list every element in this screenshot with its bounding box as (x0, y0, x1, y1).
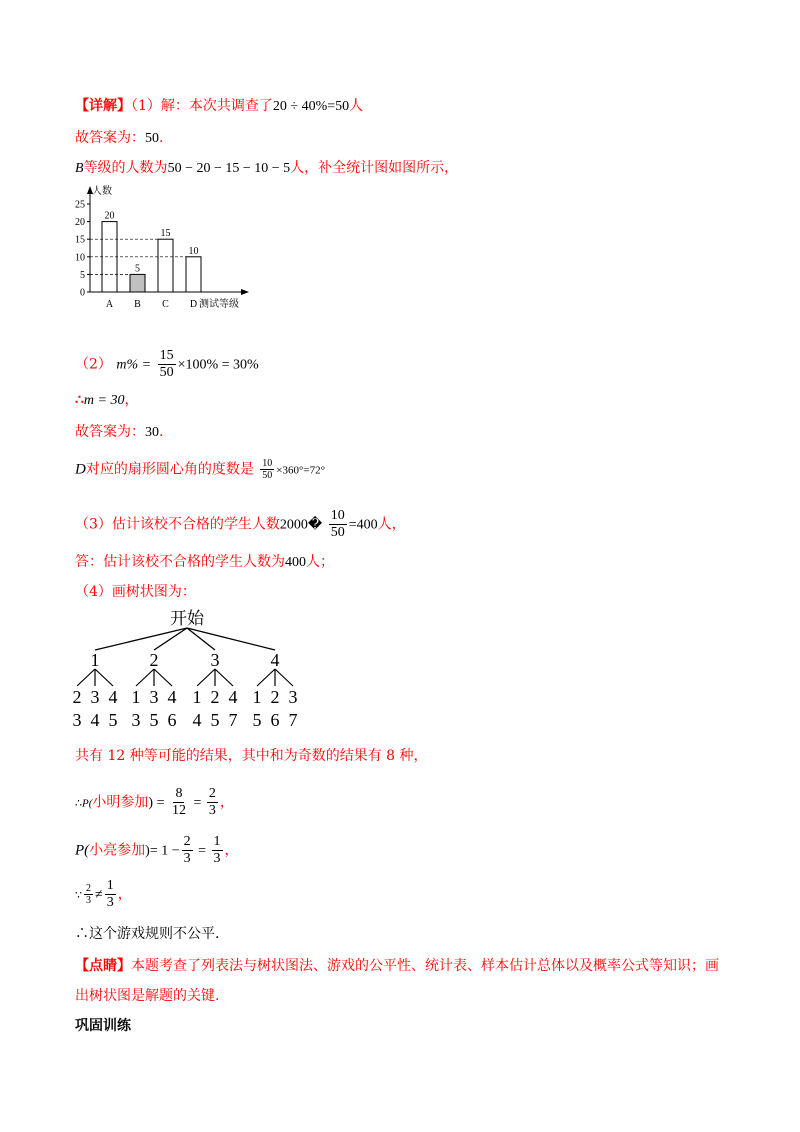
tree-node-3: 3 (210, 650, 220, 670)
y-tick-label: 0 (80, 287, 85, 299)
data-label-B: 5 (135, 263, 140, 275)
p-open: P( (75, 842, 90, 859)
frac-num: 1 (213, 834, 221, 849)
frac-num: 15 (159, 348, 174, 363)
data-label-A: 20 (104, 210, 115, 222)
bar-D (186, 257, 201, 292)
x-tick-label-A: A (105, 299, 114, 310)
var-b: B (75, 161, 84, 176)
frac-den: 3 (183, 851, 191, 866)
conclusion-text: ∴这个游戏规则不公平. (75, 926, 220, 942)
xiaoming-name: 小明参加 (92, 794, 149, 811)
angle-rhs: ×360°=72° (276, 464, 326, 477)
m-percent-lhs: m% = (116, 357, 152, 373)
x-tick-label-C: C (162, 299, 169, 310)
var-d: D (75, 461, 86, 478)
grade-b-tail: 人，补全统计图如图所示， (290, 160, 459, 176)
tree-branch-child (95, 669, 113, 686)
fraction-15-50 (158, 348, 176, 381)
tree-sum-1-2: 3 (72, 710, 82, 730)
answer-label: 故答案为： (75, 424, 145, 440)
answer-value: 400 (285, 555, 306, 570)
tree-child-2-3: 3 (149, 687, 159, 707)
fraction-8-12 (170, 786, 188, 819)
tree-child-3-1: 1 (192, 687, 202, 707)
frac-num: 10 (330, 508, 345, 523)
x-axis-label: 测试等级 (199, 299, 239, 310)
remark-text: 本题考查了列表法与树状图法、游戏的公平性、统计表、样本估计总体以及概率公式等知识；画 (131, 958, 719, 974)
y-tick-label: 25 (75, 199, 85, 211)
y-tick-label: 20 (75, 217, 85, 229)
tree-branch-child (77, 669, 95, 686)
line-compare (75, 878, 132, 911)
tree-sum-3-1: 4 (192, 710, 202, 730)
tree-branch-root (95, 628, 187, 650)
remark-text-2: 出树状图是解题的关键. (75, 988, 220, 1004)
grade-b-expression: 50 − 20 − 15 − 10 − 5 (167, 161, 291, 176)
frac-num: 10 (262, 458, 273, 469)
tree-child-3-2: 2 (210, 687, 220, 707)
fraction-1-3 (105, 878, 116, 911)
tree-child-2-4: 4 (167, 687, 177, 707)
tree-child-1-3: 3 (90, 687, 100, 707)
angle-text: 对应的扇形圆心角的度数是 (85, 461, 254, 478)
tree-child-4-2: 2 (270, 687, 280, 707)
compare-tail: ， (117, 886, 132, 903)
therefore-symbol: ∴ (75, 797, 82, 810)
xiaoliang-name: 小亮参加 (89, 842, 146, 859)
line-remark-2 (75, 986, 219, 1006)
outcomes-text: 共有 12 种等可能的结果，其中和为奇数的结果有 8 种， (75, 748, 428, 764)
unit-text: 人 (349, 98, 364, 114)
fraction-10-50 (260, 458, 274, 481)
tree-sum-4-2: 6 (270, 710, 280, 730)
line-section-title (75, 1016, 131, 1036)
line-estimate (75, 508, 406, 541)
therefore-symbol: ∴ (75, 392, 84, 408)
bar-A (102, 222, 117, 292)
tree-child-4-1: 1 (252, 687, 262, 707)
line-angle-d (75, 458, 325, 481)
tree-sum-4-1: 5 (252, 710, 262, 730)
tree-child-4-3: 3 (288, 687, 298, 707)
line-conclusion (75, 924, 219, 944)
tree-sum-2-4: 6 (167, 710, 177, 730)
bar-chart (72, 182, 272, 314)
tree-branch-child (275, 669, 293, 686)
m-percent-rhs: ×100% = 30% (177, 357, 259, 373)
tree-sum-1-3: 4 (90, 710, 100, 730)
bar-B (130, 274, 145, 292)
y-axis-label: 人数 (92, 186, 112, 197)
line-answer-1 (75, 96, 363, 117)
section-title: 巩固训练 (75, 1018, 131, 1034)
p-close: ) (148, 795, 154, 811)
tree-sum-2-1: 3 (131, 710, 141, 730)
data-label-D: 10 (188, 245, 199, 257)
tree-branch-child (257, 669, 275, 686)
answer-tail: . (159, 130, 164, 146)
tree-child-1-2: 2 (72, 687, 82, 707)
x-tick-label-D: D (189, 299, 198, 310)
tree-sum-1-4: 5 (108, 710, 118, 730)
fraction-1-3 (212, 834, 223, 867)
frac-den: 3 (213, 851, 221, 866)
grade-b-text: 等级的人数为 (83, 160, 168, 176)
p-tail: ， (224, 842, 239, 859)
frac-den: 50 (262, 470, 273, 481)
tree-sum-4-3: 7 (288, 710, 298, 730)
fraction-2-3 (182, 834, 193, 867)
tree-sum-3-2: 5 (210, 710, 220, 730)
tree-diagram (70, 604, 310, 732)
x-axis-arrow (241, 289, 249, 295)
tree-node-1: 1 (90, 650, 100, 670)
tree-branch-child (136, 669, 154, 686)
tree-branch-child (215, 669, 233, 686)
frac-num: 2 (208, 786, 216, 801)
y-tick-label: 5 (80, 269, 85, 281)
tree-node-2: 2 (149, 650, 159, 670)
tree-child-2-1: 1 (131, 687, 141, 707)
line-p-xiaoming: ∴P(小明参加) = $\frac{8}{12}$ = $\frac{2}{3}$ ， (75, 786, 234, 818)
tree-sum-3-4: 7 (228, 710, 238, 730)
line-answer-400 (75, 552, 334, 573)
line-answer-50 (75, 128, 163, 149)
fraction-10-50-b (329, 508, 347, 541)
frac-den: 3 (208, 803, 216, 818)
answer-value: 50 (145, 131, 159, 146)
p-close: ) (145, 843, 150, 859)
frac-den: 3 (86, 895, 91, 906)
line-p-xiaoliang: P(小亮参加)= 1 − $\frac{2}{3}$ = $\frac{1}{3}$ ， (75, 834, 239, 866)
part1-text: （1）解：本次共调查了 (131, 98, 273, 114)
m-expression: m = 30 (83, 393, 125, 408)
line-remark (75, 956, 719, 976)
part4-text: （4）画树状图为： (75, 584, 196, 600)
answer-tail: . (159, 424, 164, 440)
estimate-rhs: =400 (348, 517, 378, 533)
answer-400-text: 答：估计该校不合格的学生人数为 (75, 554, 285, 570)
one-minus: = 1 − (149, 843, 180, 859)
data-label-C: 15 (160, 228, 171, 240)
line-m-percent (75, 348, 259, 381)
frac-den: 50 (330, 525, 345, 540)
frac-den: 50 (159, 365, 174, 380)
tree-child-3-4: 4 (228, 687, 238, 707)
frac-den: 12 (171, 803, 186, 818)
answer-value: 30 (145, 425, 159, 440)
y-tick-label: 10 (75, 252, 85, 264)
y-tick-label: 15 (75, 234, 85, 246)
tree-branch-child (197, 669, 215, 686)
m-tail: ， (124, 392, 139, 408)
x-tick-label-B: B (134, 299, 141, 310)
detail-bracket: 【详解】 (75, 98, 131, 114)
frac-num: 2 (183, 834, 191, 849)
line-outcomes (75, 746, 428, 766)
frac-den: 3 (106, 895, 114, 910)
frac-num: 1 (106, 878, 114, 893)
remark-bracket: 【点睛】 (75, 958, 131, 974)
tree-node-4: 4 (270, 650, 280, 670)
bar-C (158, 239, 173, 292)
p-open: P( (82, 797, 93, 810)
frac-num: 8 (175, 786, 183, 801)
survey-expression: 20 ÷ 40%=50 (272, 99, 350, 114)
tree-root-label: 开始 (170, 609, 204, 628)
estimate-tail: 人， (377, 516, 406, 533)
answer-label: 故答案为： (75, 130, 145, 146)
estimate-lhs: 2000� (279, 517, 323, 533)
line-grade-b (75, 158, 458, 179)
frac-num: 2 (86, 883, 91, 894)
fraction-2-3-small (84, 883, 93, 906)
not-equal-symbol: ≠ (95, 887, 103, 903)
tree-sum-2-3: 5 (149, 710, 159, 730)
p-tail: ， (219, 794, 234, 811)
tree-branch-child (154, 669, 172, 686)
tree-child-1-4: 4 (108, 687, 118, 707)
fraction-2-3 (207, 786, 218, 819)
answer-tail: 人； (306, 554, 334, 570)
line-tree-title (75, 582, 196, 602)
part3-text: （3）估计该校不合格的学生人数 (75, 516, 280, 533)
because-symbol: ∵ (75, 889, 82, 902)
line-m-value (75, 390, 138, 411)
line-answer-30 (75, 422, 163, 443)
part2-label: （2） (75, 356, 112, 373)
